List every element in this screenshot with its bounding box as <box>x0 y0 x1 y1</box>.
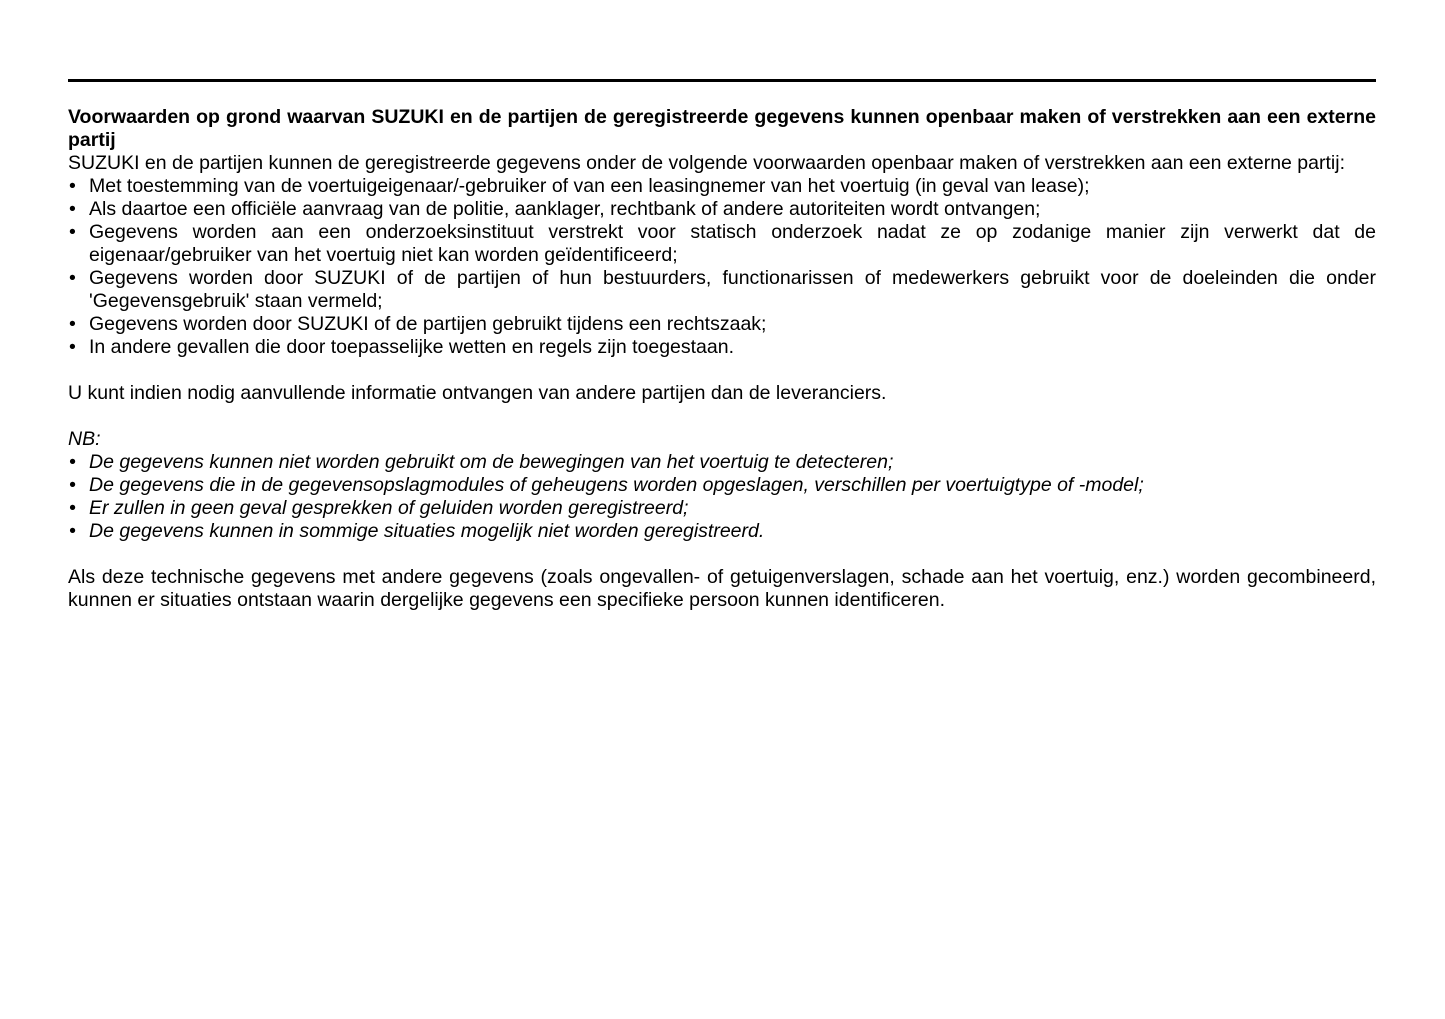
spacer <box>68 359 1376 382</box>
list-item: • Gegevens worden aan een onderzoeksinstituut verstrekt voor statisch onderzoek nadat ze op zodanige manier zijn verwerkt dat de eigenaar/gebruiker van het voertuig niet kan worden geïdentificeerd; <box>69 221 1376 266</box>
bullet-icon: • <box>69 313 76 335</box>
list-item: • Als daartoe een officiële aanvraag van de politie, aanklager, rechtbank of andere autoriteiten wordt ontvangen; <box>69 198 1041 220</box>
list-item: • De gegevens die in de gegevensopslagmodules of geheugens worden opgeslagen, verschillen per voertuigtype of -model; <box>69 474 1144 496</box>
list-item: • In andere gevallen die door toepasselijke wetten en regels zijn toegestaan. <box>69 336 735 358</box>
spacer <box>68 405 1376 428</box>
list-item: • De gegevens kunnen niet worden gebruikt om de bewegingen van het voertuig te detecteren; <box>69 451 894 473</box>
list-item: • Er zullen in geen geval gesprekken of geluiden worden geregistreerd; <box>69 497 689 519</box>
nb-list <box>68 451 1376 543</box>
closing-paragraph: Als deze technische gegevens met andere gegevens (zoals ongevallen- of getuigenverslagen, schade aan het voertuig, enz.) worden gecombineerd, kunnen er situaties ontstaan waarin dergelijke gegevens een specifieke persoon kunnen identificeren. <box>68 566 1376 611</box>
bullet-icon: • <box>69 336 76 358</box>
nb-label: NB: <box>68 428 101 450</box>
list-item: • Gegevens worden door SUZUKI of de partijen gebruikt tijdens een rechtszaak; <box>69 313 767 335</box>
document-page <box>68 79 1376 612</box>
bullet-icon: • <box>69 175 76 197</box>
bullet-icon: • <box>69 267 76 289</box>
conditions-list <box>68 175 1376 359</box>
additional-info-paragraph: U kunt indien nodig aanvullende informatie ontvangen van andere partijen dan de leveranciers. <box>68 382 887 404</box>
list-item: • Met toestemming van de voertuigeigenaar/-gebruiker of van een leasingnemer van het voertuig (in geval van lease); <box>69 175 1090 197</box>
document-body <box>68 106 1376 612</box>
bullet-icon: • <box>69 221 76 243</box>
spacer <box>68 543 1376 566</box>
bullet-icon: • <box>69 451 76 473</box>
intro-paragraph: SUZUKI en de partijen kunnen de geregistreerde gegevens onder de volgende voorwaarden openbaar maken of verstrekken aan een externe partij: <box>68 152 1345 174</box>
top-divider <box>68 79 1376 82</box>
list-item: • Gegevens worden door SUZUKI of de partijen of hun bestuurders, functionarissen of medewerkers gebruikt voor de doeleinden die onder 'Gegevensgebruik' staan vermeld; <box>69 267 1376 312</box>
list-item: • De gegevens kunnen in sommige situaties mogelijk niet worden geregistreerd. <box>69 520 765 542</box>
bullet-icon: • <box>69 520 76 542</box>
bullet-icon: • <box>69 198 76 220</box>
bullet-icon: • <box>69 474 76 496</box>
bullet-icon: • <box>69 497 76 519</box>
nb-block <box>68 428 1376 543</box>
section-heading: Voorwaarden op grond waarvan SUZUKI en de partijen de geregistreerde gegevens kunnen openbaar maken of verstrekken aan een externe partij <box>68 106 1376 151</box>
